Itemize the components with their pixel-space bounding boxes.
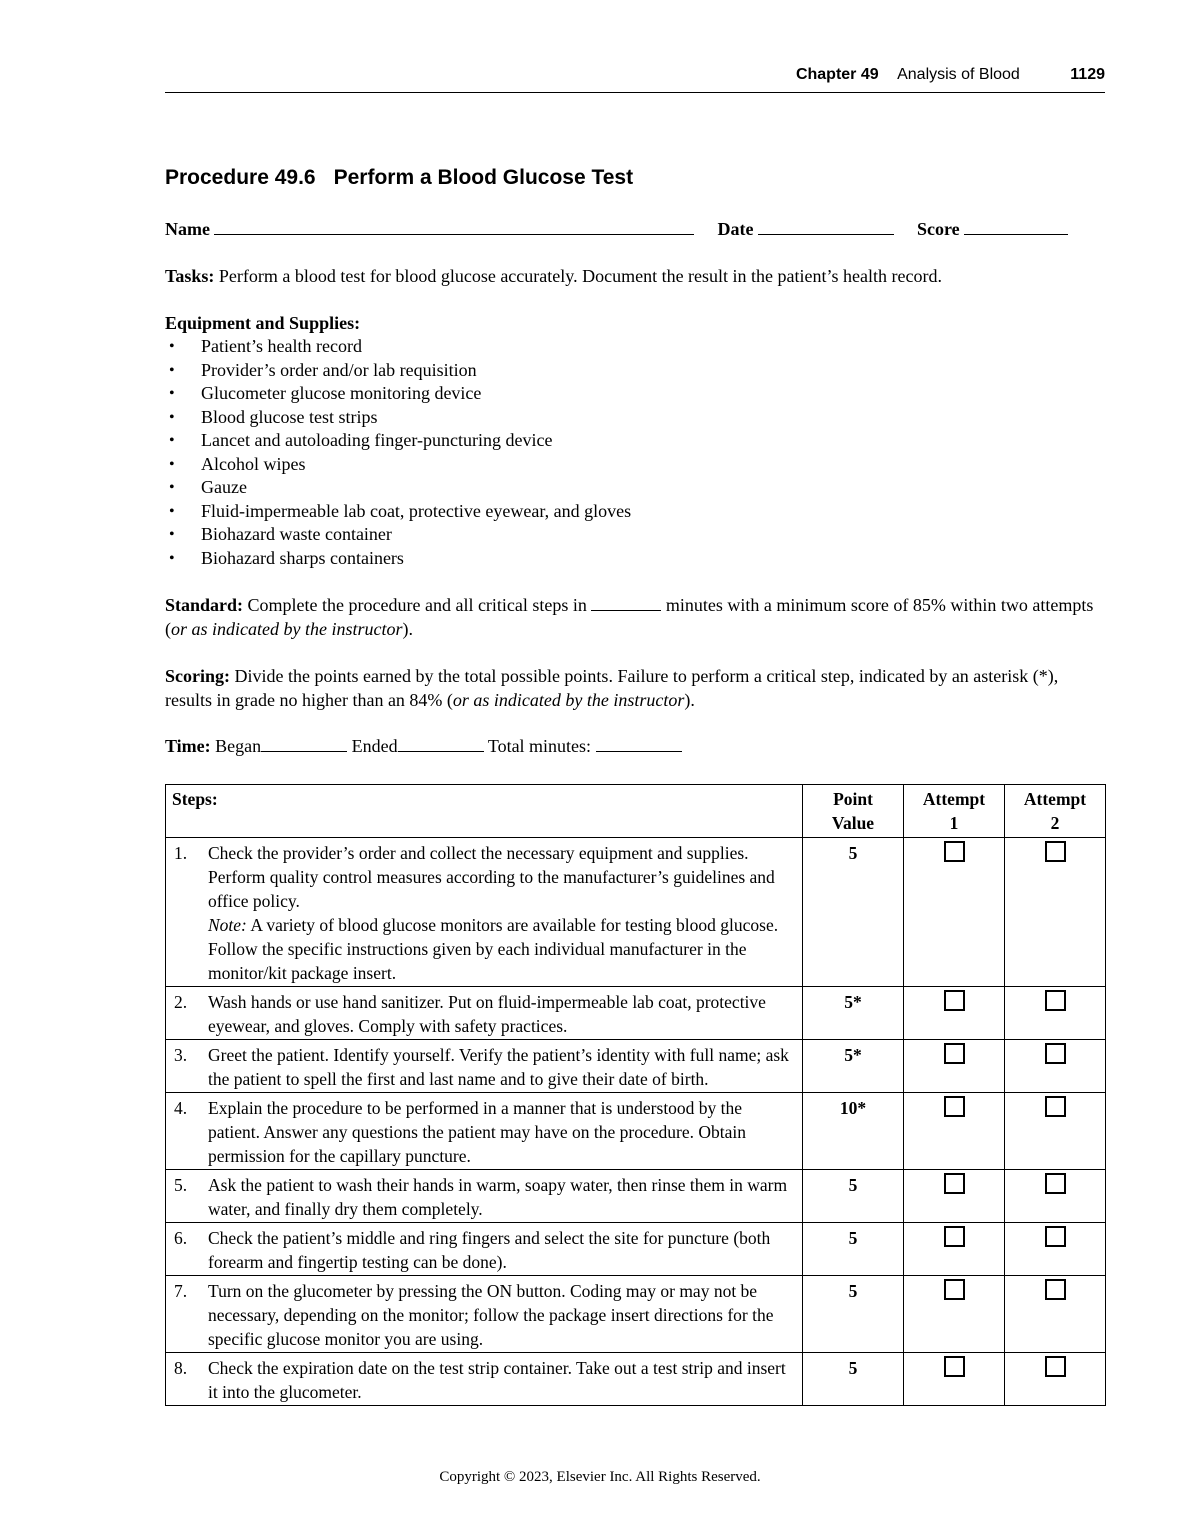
list-item: • Fluid-impermeable lab coat, protective eyewear, and gloves — [165, 500, 1105, 524]
standard-text-b: minutes with a minimum score of 85% within two attempts ( — [165, 595, 1094, 639]
name-date-score-row — [165, 218, 1095, 240]
time-label: Time: — [165, 736, 211, 756]
time-section — [165, 734, 1105, 758]
total-minutes-label: Total minutes: — [487, 736, 592, 756]
attempt1-checkbox[interactable] — [944, 1356, 965, 1377]
step-number: 1. — [174, 843, 188, 863]
attempt2-checkbox[interactable] — [1045, 1226, 1066, 1247]
step-number: 6. — [174, 1228, 188, 1248]
step-cell — [166, 1040, 803, 1093]
table-row — [166, 987, 1106, 1040]
equipment-list — [165, 335, 1105, 570]
attempt1-checkbox[interactable] — [944, 1226, 965, 1247]
attempt2-cell — [1005, 1223, 1106, 1276]
attempt1-checkbox[interactable] — [944, 1043, 965, 1064]
list-item: • Biohazard sharps containers — [165, 547, 1105, 571]
attempt2-checkbox[interactable] — [1045, 841, 1066, 862]
date-field[interactable] — [758, 218, 894, 235]
attempt2-checkbox[interactable] — [1045, 1173, 1066, 1194]
attempt2-cell — [1005, 987, 1106, 1040]
steps-header: Steps: — [166, 785, 803, 838]
attempt2-cell — [1005, 1093, 1106, 1170]
step-cell — [166, 1223, 803, 1276]
point-value-header-line2: Value — [831, 813, 875, 833]
attempt2-header — [1005, 785, 1106, 838]
date-label: Date — [717, 219, 754, 239]
point-value: 5 — [803, 1353, 904, 1406]
attempt2-cell — [1005, 1040, 1106, 1093]
standard-section — [165, 593, 1105, 641]
step-number: 4. — [174, 1098, 188, 1118]
attempt1-cell — [904, 1170, 1005, 1223]
step-cell — [166, 1276, 803, 1353]
began-label: Began — [215, 736, 262, 756]
attempt1-checkbox[interactable] — [944, 1279, 965, 1300]
attempt1-cell — [904, 1223, 1005, 1276]
list-item: • Alcohol wipes — [165, 453, 1105, 477]
scoring-label: Scoring: — [165, 666, 230, 686]
attempt2-cell — [1005, 838, 1106, 987]
step-cell — [166, 1353, 803, 1406]
procedure-title — [165, 166, 633, 190]
step-text: Wash hands or use hand sanitizer. Put on fluid-impermeable lab coat, protective eyewear, and gloves. Comply with safety practices. — [208, 992, 766, 1036]
ended-field[interactable] — [398, 735, 484, 752]
attempt1-cell — [904, 1353, 1005, 1406]
standard-text-c: ). — [402, 619, 413, 639]
table-row — [166, 1040, 1106, 1093]
list-item: • Provider’s order and/or lab requisition — [165, 359, 1105, 383]
tasks-label: Tasks: — [165, 266, 215, 286]
step-note-label: Note: — [208, 915, 247, 935]
procedure-name: Perform a Blood Glucose Test — [333, 166, 634, 189]
point-value: 5* — [803, 987, 904, 1040]
attempt1-checkbox[interactable] — [944, 1173, 965, 1194]
scoring-section — [165, 664, 1105, 712]
page-number: 1129 — [1070, 66, 1105, 83]
attempt2-cell — [1005, 1353, 1106, 1406]
table-row — [166, 1170, 1106, 1223]
step-text: Ask the patient to wash their hands in warm, soapy water, then rinse them in warm water, and finally dry them completely. — [208, 1175, 788, 1219]
step-cell — [166, 987, 803, 1040]
scoring-italic: or as indicated by the instructor — [452, 690, 685, 710]
standard-italic: or as indicated by the instructor — [171, 619, 403, 639]
step-note: A variety of blood glucose monitors are available for testing blood glucose. Follow the specific instructions given by each individual manufacturer in the monitor/kit package insert. — [208, 915, 779, 983]
step-cell — [166, 1093, 803, 1170]
steps-table — [165, 784, 1106, 1406]
name-label: Name — [165, 219, 210, 239]
point-value-header-line1: Point — [833, 789, 873, 809]
list-item: • Gauze — [165, 476, 1105, 500]
step-number: 5. — [174, 1175, 188, 1195]
minutes-field[interactable] — [591, 594, 661, 611]
scoring-text-c: ). — [684, 690, 695, 710]
attempt1-header-line2: 1 — [949, 813, 959, 833]
copyright-footer: Copyright © 2023, Elsevier Inc. All Rights Reserved. — [439, 1469, 761, 1485]
step-number: 3. — [174, 1045, 188, 1065]
equipment-section — [165, 311, 1105, 570]
list-item: • Blood glucose test strips — [165, 406, 1105, 430]
step-number: 8. — [174, 1358, 188, 1378]
attempt1-header — [904, 785, 1005, 838]
table-row — [166, 838, 1106, 987]
point-value: 5 — [803, 1276, 904, 1353]
table-row — [166, 1093, 1106, 1170]
step-cell — [166, 838, 803, 987]
chapter-label: Chapter 49 — [795, 66, 879, 83]
step-number: 7. — [174, 1281, 188, 1301]
attempt1-cell — [904, 1040, 1005, 1093]
step-text: Check the patient’s middle and ring fingers and select the site for puncture (both forearm and fingertip testing can be done). — [208, 1228, 771, 1272]
tasks-text: Perform a blood test for blood glucose accurately. Document the result in the patient’s health record. — [218, 266, 942, 286]
table-header-row — [166, 785, 1106, 838]
standard-text-a: Complete the procedure and all critical steps in — [247, 595, 587, 615]
point-value: 10* — [803, 1093, 904, 1170]
began-field[interactable] — [261, 735, 347, 752]
chapter-subject: Analysis of Blood — [897, 66, 1020, 83]
total-minutes-field[interactable] — [596, 735, 682, 752]
table-row — [166, 1223, 1106, 1276]
step-number: 2. — [174, 992, 188, 1012]
list-item: • Glucometer glucose monitoring device — [165, 382, 1105, 406]
attempt2-checkbox[interactable] — [1045, 1279, 1066, 1300]
attempt1-cell — [904, 1093, 1005, 1170]
score-label: Score — [916, 219, 960, 239]
point-value: 5 — [803, 838, 904, 987]
scoring-text-a: Divide the points earned by the total possible points. Failure to perform a critical step, indicated by an asterisk (*), results in grade no higher than an 84% ( — [165, 666, 1059, 710]
step-cell — [166, 1170, 803, 1223]
attempt2-checkbox[interactable] — [1045, 1356, 1066, 1377]
attempt1-header-line1: Attempt — [922, 789, 986, 809]
attempt1-cell — [904, 987, 1005, 1040]
point-value: 5 — [803, 1223, 904, 1276]
list-item: • Lancet and autoloading finger-puncturing device — [165, 429, 1105, 453]
step-text: Greet the patient. Identify yourself. Verify the patient’s identity with full name; ask the patient to spell the first and last name and to give their date of birth. — [208, 1045, 789, 1089]
step-text: Check the provider’s order and collect the necessary equipment and supplies. Perform quality control measures according to the manufacturer’s guidelines and office policy. — [208, 843, 775, 911]
attempt1-cell — [904, 838, 1005, 987]
name-field[interactable] — [214, 218, 694, 235]
score-field[interactable] — [964, 218, 1068, 235]
page-header — [165, 62, 1105, 93]
attempt2-checkbox[interactable] — [1045, 1096, 1066, 1117]
point-value-header — [803, 785, 904, 838]
step-text: Turn on the glucometer by pressing the ON button. Coding may or may not be necessary, depending on the monitor; follow the package insert directions for the specific glucose monitor you are using. — [208, 1281, 774, 1349]
step-text: Check the expiration date on the test strip container. Take out a test strip and insert it into the glucometer. — [208, 1358, 786, 1402]
point-value: 5* — [803, 1040, 904, 1093]
attempt2-header-line2: 2 — [1050, 813, 1060, 833]
attempt2-cell — [1005, 1276, 1106, 1353]
attempt2-header-line1: Attempt — [1023, 789, 1087, 809]
attempt1-checkbox[interactable] — [944, 1096, 965, 1117]
step-text: Explain the procedure to be performed in a manner that is understood by the patient. Answer any questions the patient may have on the procedure. Obtain permission for the capillary puncture. — [208, 1098, 746, 1166]
list-item: • Biohazard waste container — [165, 523, 1105, 547]
table-row — [166, 1353, 1106, 1406]
point-value: 5 — [803, 1170, 904, 1223]
attempt1-cell — [904, 1276, 1005, 1353]
attempt2-checkbox[interactable] — [1045, 990, 1066, 1011]
ended-label: Ended — [351, 736, 398, 756]
procedure-number: Procedure 49.6 — [165, 166, 316, 189]
tasks-section — [165, 264, 1105, 288]
standard-label: Standard: — [165, 595, 244, 615]
attempt2-checkbox[interactable] — [1045, 1043, 1066, 1064]
attempt1-checkbox[interactable] — [944, 841, 965, 862]
attempt2-cell — [1005, 1170, 1106, 1223]
attempt1-checkbox[interactable] — [944, 990, 965, 1011]
table-row — [166, 1276, 1106, 1353]
list-item: • Patient’s health record — [165, 335, 1105, 359]
equipment-label: Equipment and Supplies: — [165, 313, 361, 333]
